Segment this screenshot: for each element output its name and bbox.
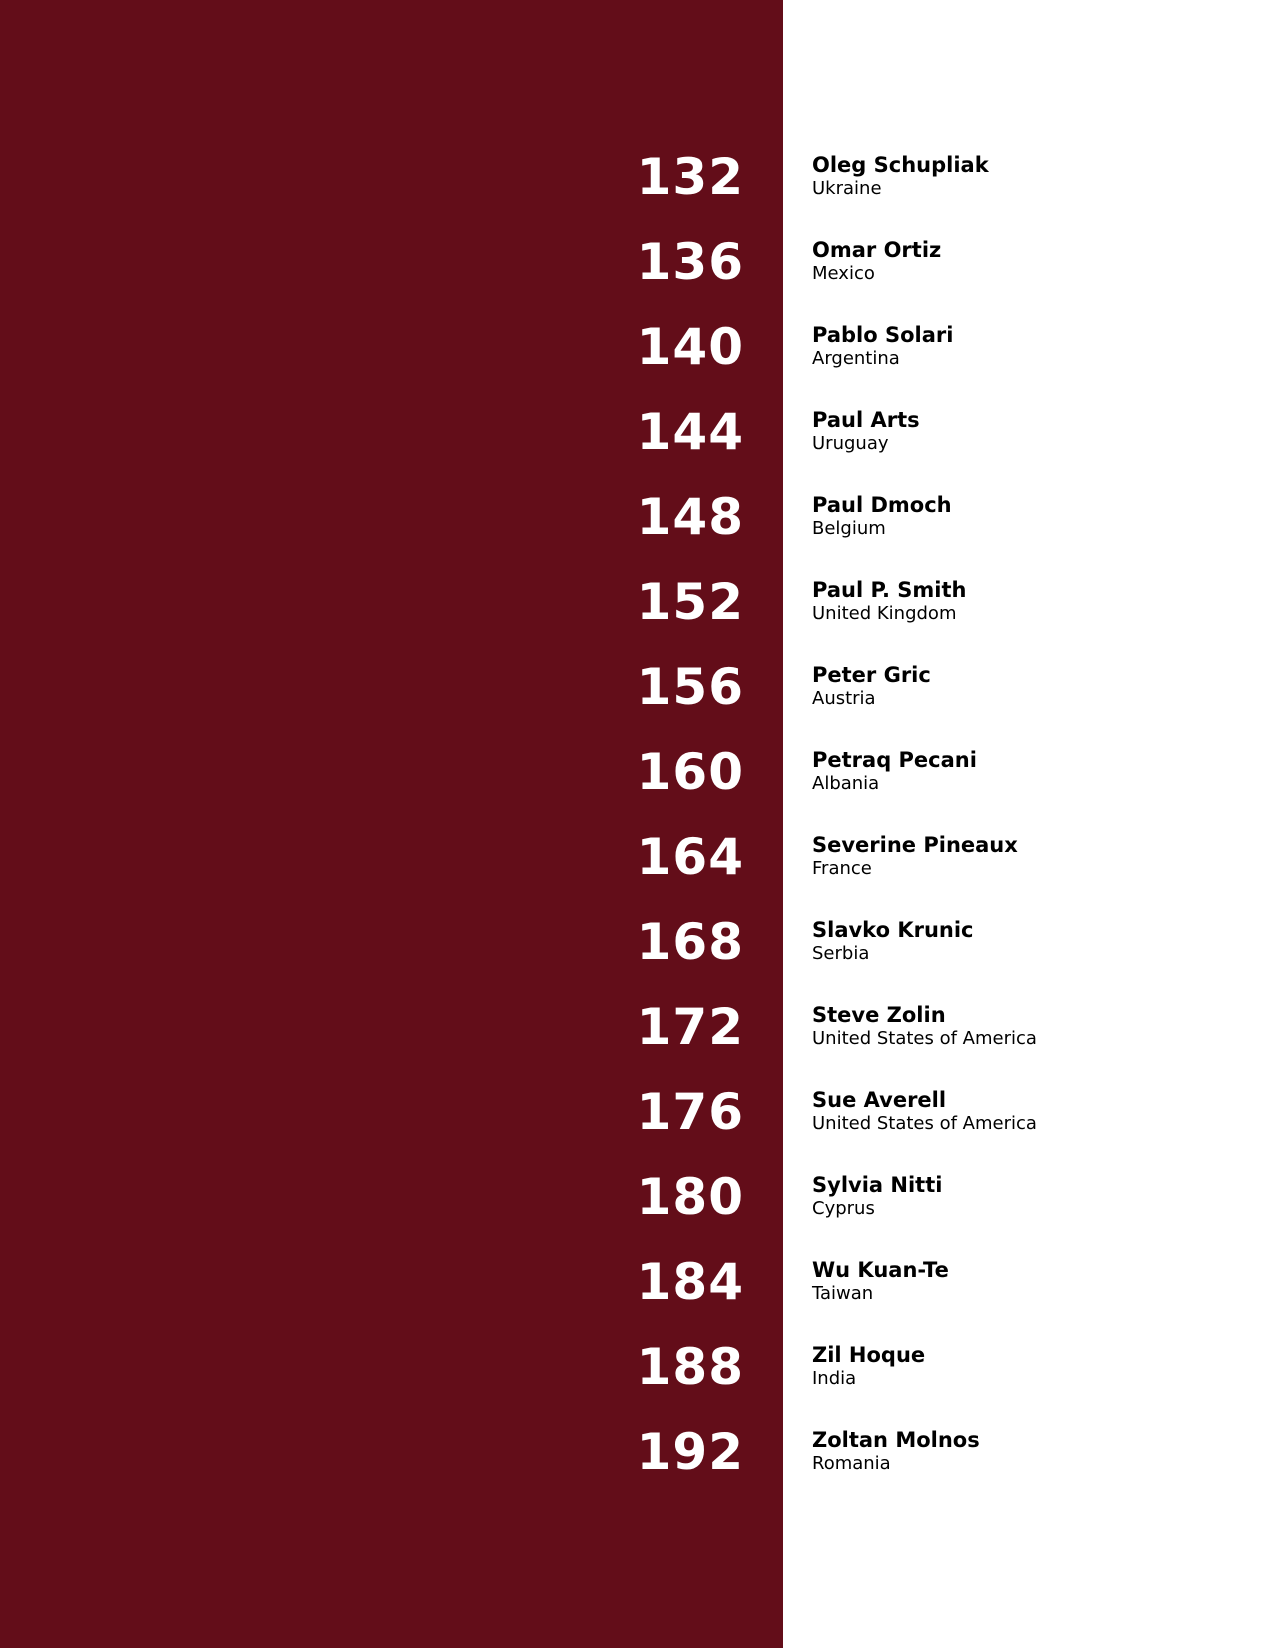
list-item: [0, 571, 1270, 656]
artist-name: Peter Gric: [812, 663, 931, 687]
page-number: 172: [636, 998, 744, 1056]
page-number: 132: [636, 148, 744, 206]
page-number: 160: [636, 743, 744, 801]
artist-info: [812, 1258, 1252, 1305]
artist-country: Ukraine: [812, 178, 882, 199]
artist-country: Austria: [812, 688, 876, 709]
artist-country: United Kingdom: [812, 603, 957, 624]
list-item: [0, 486, 1270, 571]
list-item: [0, 826, 1270, 911]
artist-name: Paul Arts: [812, 408, 920, 432]
page-number: 188: [636, 1338, 744, 1396]
artist-info: [812, 238, 1252, 285]
artist-info: [812, 408, 1252, 455]
artist-country: Serbia: [812, 943, 870, 964]
artist-name: Omar Ortiz: [812, 238, 942, 262]
artist-info: [812, 918, 1252, 965]
page-number: 180: [636, 1168, 744, 1226]
artist-country: United States of America: [812, 1028, 1037, 1049]
list-item: [0, 401, 1270, 486]
artist-info: [812, 748, 1252, 795]
artist-info: [812, 833, 1252, 880]
artist-name: Steve Zolin: [812, 1003, 946, 1027]
page-number: 156: [636, 658, 744, 716]
artist-country: India: [812, 1368, 857, 1389]
page-number: 140: [636, 318, 744, 376]
list-item: [0, 231, 1270, 316]
list-item: [0, 1166, 1270, 1251]
artist-info: [812, 578, 1252, 625]
artist-info: [812, 1343, 1252, 1390]
artist-name: Zoltan Molnos: [812, 1428, 980, 1452]
list-item: [0, 996, 1270, 1081]
list-item: [0, 1081, 1270, 1166]
artist-info: [812, 1173, 1252, 1220]
page-number: 184: [636, 1253, 744, 1311]
artist-name: Severine Pineaux: [812, 833, 1018, 857]
artist-country: Albania: [812, 773, 880, 794]
page-number: 152: [636, 573, 744, 631]
page-number: 148: [636, 488, 744, 546]
artist-country: Argentina: [812, 348, 900, 369]
artist-info: [812, 1428, 1252, 1475]
list-item: [0, 656, 1270, 741]
artist-country: Taiwan: [812, 1283, 874, 1304]
artist-country: Cyprus: [812, 1198, 875, 1219]
page-number: 136: [636, 233, 744, 291]
list-item: [0, 1336, 1270, 1421]
artist-name: Paul Dmoch: [812, 493, 952, 517]
list-item: [0, 741, 1270, 826]
artist-name: Slavko Krunic: [812, 918, 974, 942]
artist-country: France: [812, 858, 872, 879]
artist-country: Belgium: [812, 518, 886, 539]
artist-info: [812, 1003, 1252, 1050]
list-item: [0, 1421, 1270, 1506]
artist-name: Paul P. Smith: [812, 578, 967, 602]
artist-name: Sylvia Nitti: [812, 1173, 943, 1197]
artist-country: United States of America: [812, 1113, 1037, 1134]
artist-info: [812, 663, 1252, 710]
list-item: [0, 146, 1270, 231]
artist-info: [812, 493, 1252, 540]
page-number: 144: [636, 403, 744, 461]
artist-country: Mexico: [812, 263, 875, 284]
list-item: [0, 1251, 1270, 1336]
page-number: 168: [636, 913, 744, 971]
artist-info: [812, 1088, 1252, 1135]
artist-info: [812, 323, 1252, 370]
artist-name: Sue Averell: [812, 1088, 947, 1112]
artist-name: Petraq Pecani: [812, 748, 977, 772]
artist-info: [812, 153, 1252, 200]
artist-index-list: [0, 146, 1270, 1506]
artist-country: Romania: [812, 1453, 891, 1474]
artist-name: Oleg Schupliak: [812, 153, 989, 177]
artist-country: Uruguay: [812, 433, 889, 454]
page-number: 164: [636, 828, 744, 886]
artist-name: Pablo Solari: [812, 323, 954, 347]
artist-name: Zil Hoque: [812, 1343, 926, 1367]
list-item: [0, 316, 1270, 401]
page-number: 192: [636, 1423, 744, 1481]
list-item: [0, 911, 1270, 996]
artist-name: Wu Kuan-Te: [812, 1258, 949, 1282]
page-number: 176: [636, 1083, 744, 1141]
